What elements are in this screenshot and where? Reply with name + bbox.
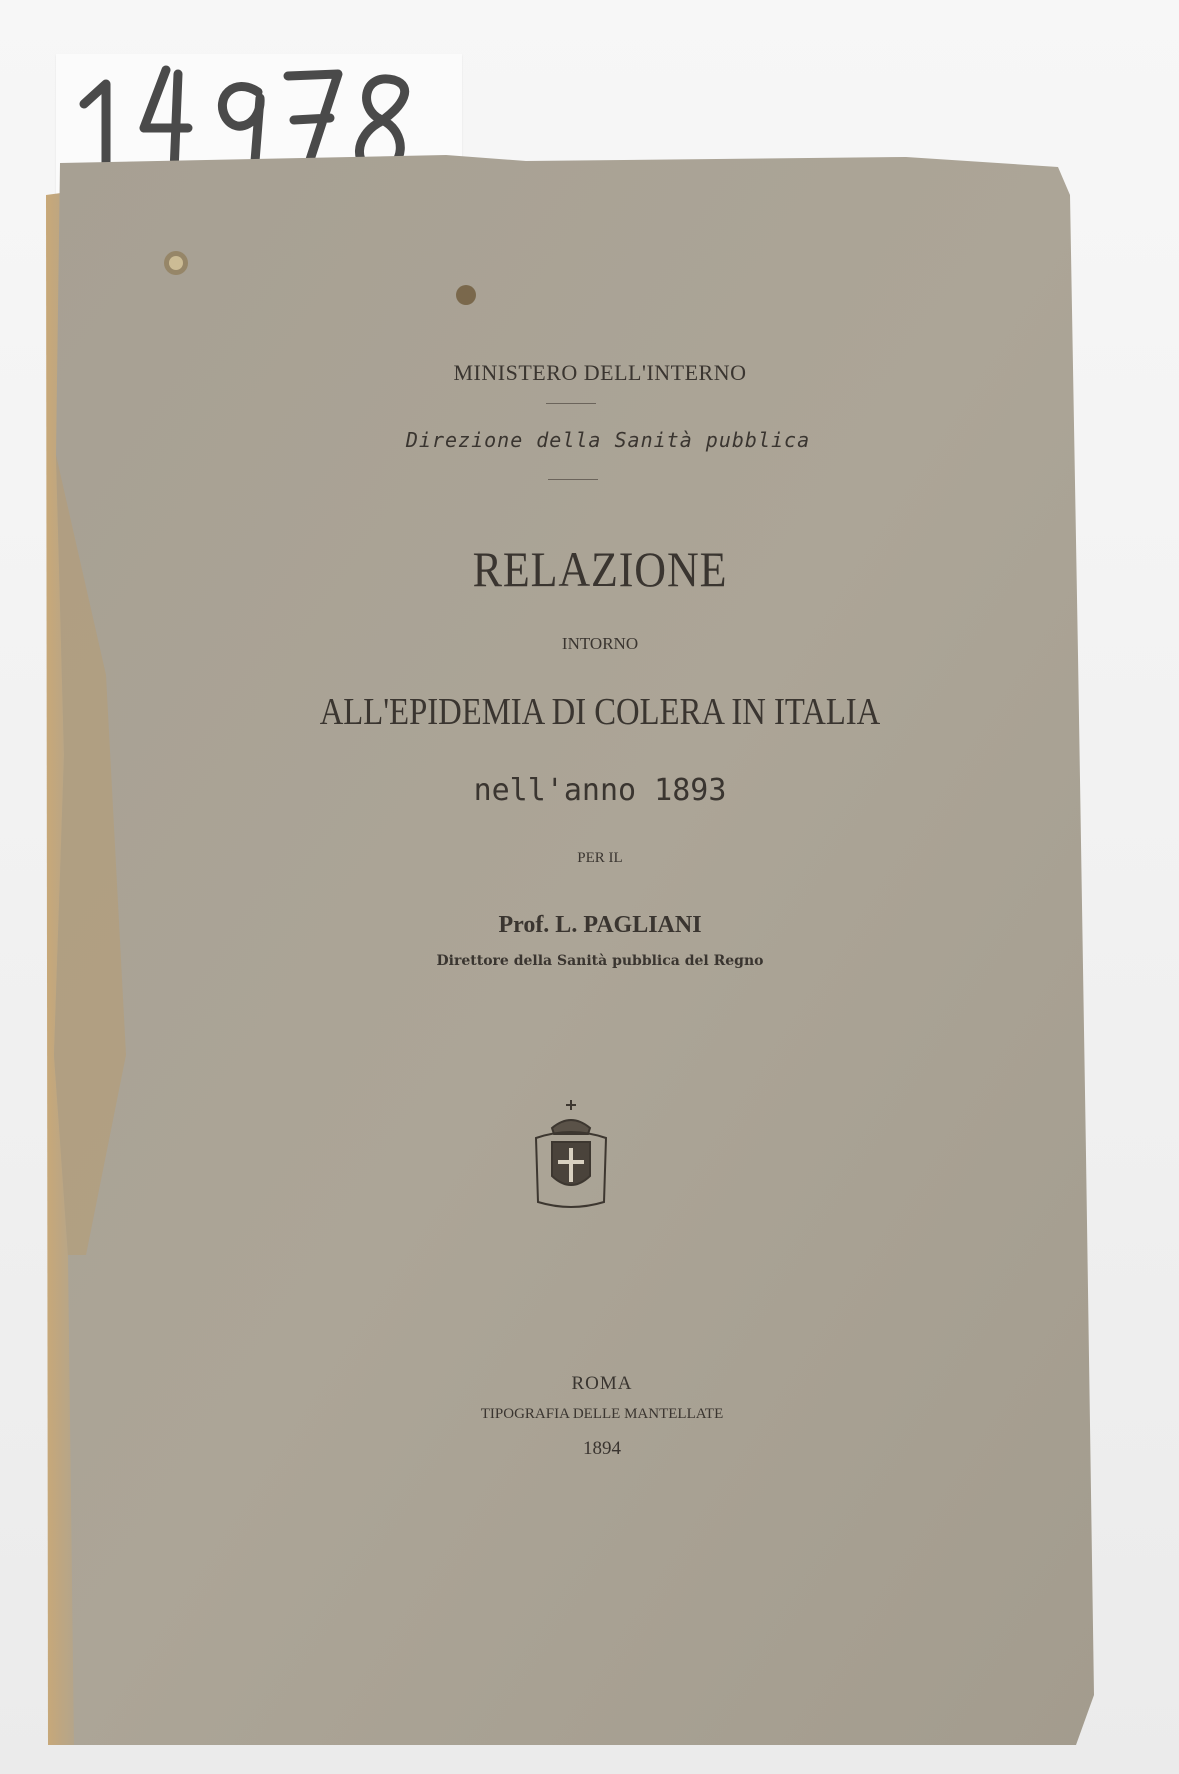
directorate-subheading: Direzione della Sanità pubblica (405, 428, 811, 452)
document-title: RELAZIONE (472, 541, 728, 597)
author-preposition: PER IL (577, 850, 623, 866)
document-subject: ALL'EPIDEMIA DI COLERA IN ITALIA (319, 691, 881, 733)
author-name: Prof. L. PAGLIANI (498, 912, 702, 938)
ornament-rule (548, 479, 598, 480)
publication-place: ROMA (571, 1373, 633, 1394)
ministry-heading: MINISTERO DELL'INTERNO (453, 360, 747, 385)
publication-year: 1894 (583, 1438, 621, 1459)
printer-name: TIPOGRAFIA DELLE MANTELLATE (480, 1406, 724, 1422)
separator-rule (546, 403, 596, 404)
author-role: Direttore della Sanità pubblica del Regno (436, 953, 764, 969)
royal-crest-icon (530, 1098, 612, 1210)
title-connector: INTORNO (561, 634, 639, 653)
subject-year: nell'anno 1893 (473, 773, 727, 808)
